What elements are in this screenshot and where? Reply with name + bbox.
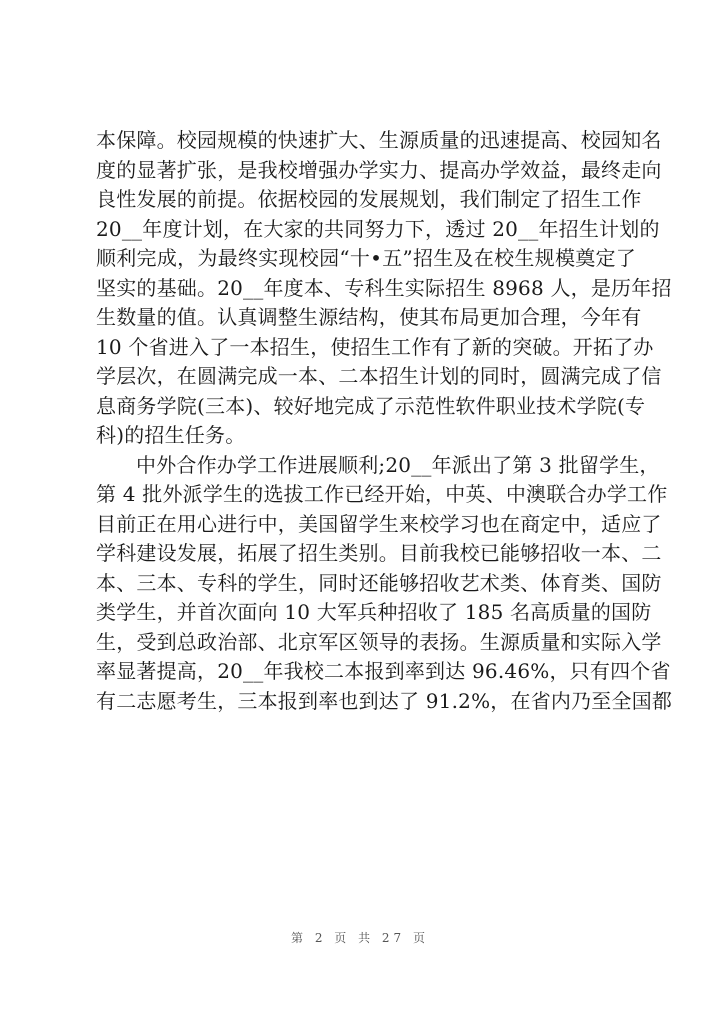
text-line: 度的显著扩张，是我校增强办学实力、提高办学效益，最终走向 — [96, 157, 662, 182]
text-line: 20__年度计划，在大家的共同努力下，透过 20__年招生计划的 — [96, 216, 660, 241]
page-footer — [0, 929, 720, 946]
text-line: 本保障。校园规模的快速扩大、生源质量的迅速提高、校园知名 — [96, 128, 662, 152]
text-line: 学层次，在圆满完成一本、二本招生计划的同时，圆满完成了信 — [96, 364, 662, 388]
text-line: 顺利完成，为最终实现校园“十•五”招生及在校生规模奠定了 — [96, 246, 636, 270]
text-line: 类学生，并首次面向 10 大军兵种招收了 185 名高质量的国防 — [96, 600, 652, 624]
text-line: 率显著提高，20__年我校二本报到率到达 96.46%，只有四个省 — [96, 659, 671, 683]
text-line: 生，受到总政治部、北京军区领导的表扬。生源质量和实际入学 — [96, 629, 662, 654]
text-line: 息商务学院(三本)、较好地完成了示范性软件职业技术学院(专 — [96, 393, 646, 418]
page-number: 第 2 页 共 27 页 — [291, 931, 429, 945]
text-line: 本、三本、专科的学生，同时还能够招收艺术类、体育类、国防 — [96, 570, 662, 595]
text-line: 良性发展的前提。依据校园的发展规划，我们制定了招生工作 — [96, 187, 642, 211]
text-line: 科)的招生任务。 — [96, 423, 246, 447]
text-line: 第 4 批外派学生的选拔工作已经开始，中英、中澳联合办学工作 — [96, 482, 668, 506]
paragraph-2 — [96, 451, 673, 717]
text-line: 坚实的基础。20__年度本、专科生实际招生 8968 人，是历年招 — [96, 275, 672, 300]
text-line: 生数量的值。认真调整生源结构，使其布局更加合理，今年有 — [96, 305, 642, 329]
paragraph-1 — [96, 126, 672, 451]
text-line: 中外合作办学工作进展顺利;20__年派出了第 3 批留学生， — [136, 452, 660, 477]
text-line: 10 个省进入了一本招生，使招生工作有了新的突破。开拓了办 — [96, 334, 654, 359]
text-line: 目前正在用心进行中，美国留学生来校学习也在商定中，适应了 — [96, 511, 662, 536]
text-line: 有二志愿考生，三本报到率也到达了 91.2%，在省内乃至全国都 — [96, 688, 673, 713]
body-text — [96, 126, 673, 716]
text-line: 学科建设发展，拓展了招生类别。目前我校已能够招收一本、二 — [96, 541, 662, 565]
